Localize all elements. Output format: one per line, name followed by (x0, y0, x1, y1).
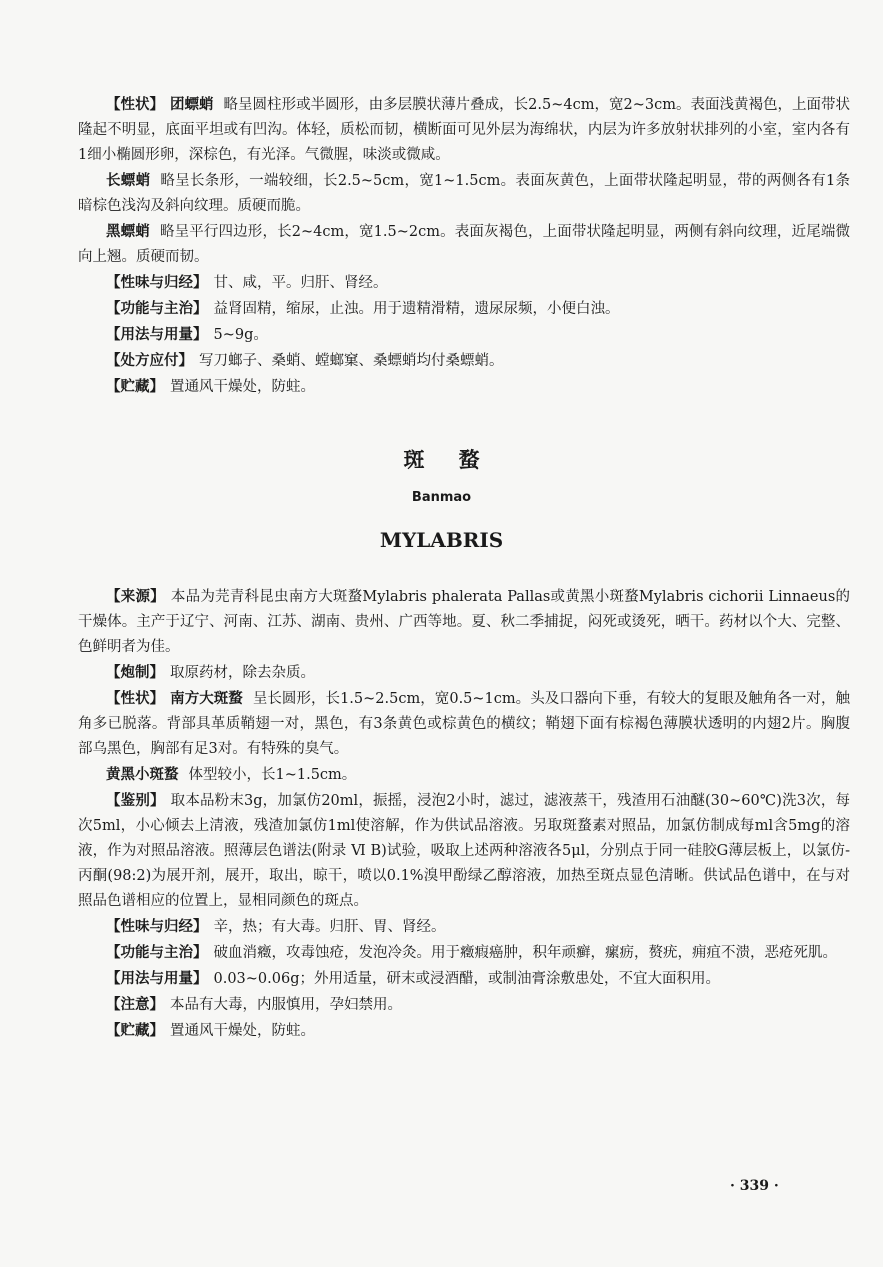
entry-label: 【性状】 (106, 690, 165, 707)
property-entry (78, 92, 850, 168)
processing-entry (78, 660, 850, 686)
identification-entry (78, 788, 850, 914)
entry-label: 【炮制】 (106, 664, 164, 681)
entry-label: 【鉴别】 (106, 792, 165, 809)
taste-meridian-entry (78, 270, 850, 296)
entry-title-pinyin: Banmao (411, 490, 472, 505)
storage-entry (78, 374, 850, 400)
entry-text: 略呈圆柱形或半圆形，由多层膜状薄片叠成，长2.5~4cm，宽2~3cm。表面浅黄褐色，上面带状隆起不明显，底面平坦或有凹沟。体轻，质松而韧，横断面可见外层为海绵状，内层为许多放射状排列的小室，室内各有1细小椭圆形卵，深棕色，有光泽。气微腥，味淡或微咸。 (78, 97, 851, 163)
entry-text: 略呈长条形，一端较细，长2.5~5cm，宽1~1.5cm。表面灰黄色，上面带状隆起明显，带的两侧各有1条暗棕色浅沟及斜向纹理。质硬而脆。 (78, 173, 850, 214)
caution-entry (78, 992, 850, 1018)
prescription-entry (78, 348, 850, 374)
entry-title-latin: MYLABRIS (379, 528, 504, 552)
property-entry (78, 168, 850, 219)
entry-subname: 团螵蛸 (170, 96, 214, 113)
entry-text: 破血消癥，攻毒蚀疮，发泡冷灸。用于癥瘕癌肿，积年顽癣，瘰疬，赘疣，痈疽不溃，恶疮死肌。 (213, 945, 837, 961)
entry-text: 本品为芫青科昆虫南方大斑蝥Mylabris phalerata Pallas或黄黑小斑蝥Mylabris cichorii Linnaeus的干燥体。主产于辽宁、河南、江苏、湖南、贵州、广西等地。夏、秋二季捕捉，闷死或烫死，晒干。药材以个大、完整、色鲜明者为佳。 (78, 589, 851, 655)
entry-title-chinese: 斑蝥 (403, 447, 514, 472)
entry-label: 【用法与用量】 (106, 970, 208, 987)
sangpiaoxiao-section (78, 92, 850, 400)
page-number: · 339 · (730, 1178, 779, 1194)
entry-label: 【贮藏】 (106, 1022, 164, 1039)
entry-label: 【贮藏】 (106, 378, 164, 395)
entry-subname: 长螵蛸 (106, 172, 151, 189)
property-entry (78, 686, 850, 762)
dosage-entry (78, 322, 850, 348)
entry-label: 【处方应付】 (106, 352, 193, 369)
dosage-entry (78, 966, 850, 992)
entry-text: 0.03~0.06g；外用适量，研末或浸酒醋，或制油膏涂敷患处，不宜大面积用。 (213, 971, 720, 987)
entry-text: 取原药材，除去杂质。 (170, 665, 315, 681)
entry-text: 益肾固精，缩尿，止浊。用于遗精滑精，遗尿尿频，小便白浊。 (213, 301, 620, 317)
entry-label: 【功能与主治】 (106, 300, 208, 317)
entry-subname: 南方大斑蝥 (170, 690, 243, 707)
property-entry (78, 219, 850, 270)
entry-text: 甘、咸，平。归肝、肾经。 (213, 275, 388, 291)
entry-label: 【性味与归经】 (106, 274, 208, 291)
entry-text: 略呈平行四边形，长2~4cm，宽1.5~2cm。表面灰褐色，上面带状隆起明显，两侧有斜向纹理，近尾端微向上翘。质硬而韧。 (78, 224, 850, 265)
entry-label: 【用法与用量】 (106, 326, 208, 343)
entry-text: 体型较小，长1~1.5cm。 (188, 767, 357, 783)
function-entry (78, 940, 850, 966)
source-entry (78, 584, 850, 660)
entry-text: 置通风干燥处，防蛀。 (170, 379, 315, 395)
entry-text: 写刀螂子、桑蛸、螳螂窠、桑螵蛸均付桑螵蛸。 (199, 353, 504, 369)
entry-text: 本品有大毒，内服慎用，孕妇禁用。 (170, 997, 402, 1013)
function-entry (78, 296, 850, 322)
storage-entry (78, 1018, 850, 1044)
entry-subname: 黑螵蛸 (106, 223, 150, 240)
taste-meridian-entry (78, 914, 850, 940)
entry-text: 呈长圆形，长1.5~2.5cm，宽0.5~1cm。头及口器向下垂，有较大的复眼及触角各一对，触角多已脱落。背部具革质鞘翅一对，黑色，有3条黄色或棕黄色的横纹；鞘翅下面有棕褐色薄膜状透明的内翅2片。胸腹部乌黑色，胸部有足3对。有特殊的臭气。 (78, 691, 851, 757)
entry-label: 【性味与归经】 (106, 918, 208, 935)
entry-subname: 黄黑小斑蝥 (106, 766, 179, 783)
banmao-section (78, 584, 850, 1044)
entry-label: 【功能与主治】 (106, 944, 208, 961)
entry-label: 【性状】 (106, 96, 165, 113)
entry-label: 【注意】 (106, 996, 164, 1013)
entry-text: 5~9g。 (213, 327, 268, 343)
property-entry (78, 762, 850, 788)
entry-label: 【来源】 (106, 588, 165, 605)
entry-text: 置通风干燥处，防蛀。 (170, 1023, 315, 1039)
entry-text: 取本品粉末3g，加氯仿20ml，振摇，浸泡2小时，滤过，滤液蒸干，残渣用石油醚(30~60℃)洗3次，每次5ml，小心倾去上清液，残渣加氯仿1ml使溶解，作为供试品溶液。另取斑蝥素对照品，加氯仿制成每ml含5mg的溶液，作为对照品溶液。照薄层色谱法(附录 Ⅵ B)试验，吸取上述两种溶液各5μl，分别点于同一硅胶G薄层板上，以氯仿-丙酮(98:2)为展开剂，展开，取出，晾干，喷以0.1%溴甲酚绿乙醇溶液，加热至斑点显色清晰。供试品色谱中，在与对照品色谱相应的位置上，显相同颜色的斑点。 (78, 793, 850, 909)
entry-text: 辛，热；有大毒。归肝、胃、肾经。 (213, 919, 446, 935)
